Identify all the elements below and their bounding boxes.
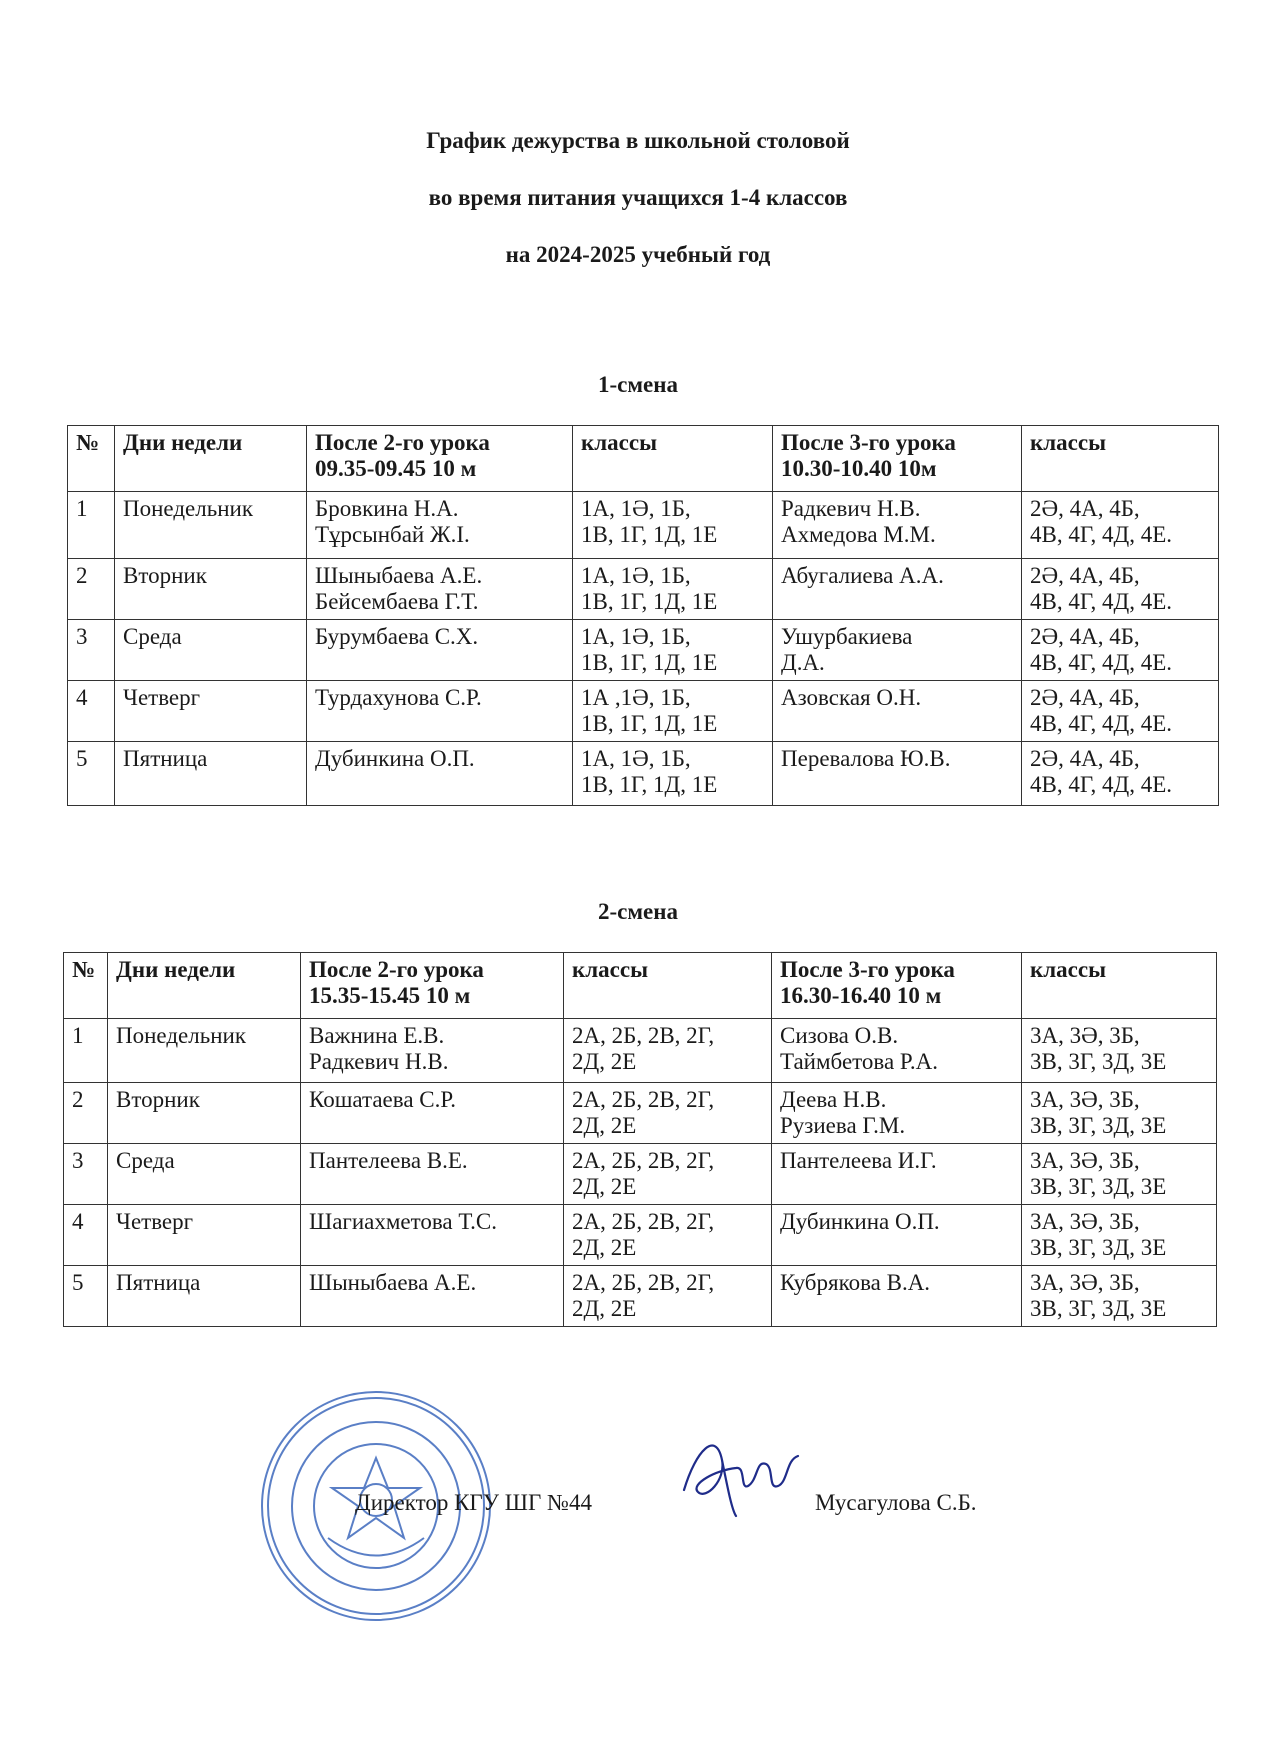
table-row <box>68 559 1219 620</box>
header-day: Дни недели <box>108 953 301 1019</box>
shift1-header-row <box>68 426 1219 492</box>
table-row <box>68 742 1219 806</box>
row-number: 2 <box>68 559 115 620</box>
row-classes-after-lesson-3-line: 3А, 3Ә, 3Б, <box>1030 1148 1140 1173</box>
row-classes-after-lesson-3-line: 2Ә, 4А, 4Б, <box>1030 685 1140 710</box>
row-classes-after-lesson-3-line: 3А, 3Ә, 3Б, <box>1030 1087 1140 1112</box>
row-classes-after-lesson-3 <box>1022 1083 1217 1144</box>
row-classes-after-lesson-3-line: 3А, 3Ә, 3Б, <box>1030 1209 1140 1234</box>
row-classes-after-lesson-3-line: 2Ә, 4А, 4Б, <box>1030 563 1140 588</box>
row-number: 1 <box>64 1019 108 1083</box>
row-classes-after-lesson-2 <box>573 559 773 620</box>
header-num: № <box>68 426 115 492</box>
row-day: Четверг <box>115 681 307 742</box>
shift2-table <box>63 952 1217 1327</box>
row-classes-after-lesson-2-line: 2Д, 2Е <box>572 1113 637 1138</box>
row-classes-after-lesson-3 <box>1022 742 1219 806</box>
director-signature <box>676 1420 806 1520</box>
row-classes-after-lesson-3-line: 3В, 3Г, 3Д, 3Е <box>1030 1296 1167 1321</box>
row-classes-after-lesson-3-line: 4В, 4Г, 4Д, 4Е. <box>1030 772 1173 797</box>
header-after-lesson-2 <box>307 426 573 492</box>
row-duty-after-lesson-3 <box>772 1144 1022 1205</box>
row-duty-after-lesson-3-line: Азовская О.Н. <box>781 685 922 710</box>
row-number: 3 <box>68 620 115 681</box>
row-duty-after-lesson-2 <box>301 1144 564 1205</box>
header-after-lesson-2-time: 09.35-09.45 10 м <box>315 456 477 481</box>
shift2-header-row <box>64 953 1217 1019</box>
row-classes-after-lesson-2-line: 1В, 1Г, 1Д, 1Е <box>581 522 718 547</box>
row-duty-after-lesson-2-line: Шыныбаева А.Е. <box>315 563 483 588</box>
table-row <box>64 1144 1217 1205</box>
row-duty-after-lesson-3 <box>772 1205 1022 1266</box>
header-after-lesson-2 <box>301 953 564 1019</box>
row-classes-after-lesson-2-line: 1А, 1Ә, 1Б, <box>581 624 691 649</box>
row-duty-after-lesson-3-line: Перевалова Ю.В. <box>781 746 951 771</box>
row-duty-after-lesson-3 <box>773 742 1022 806</box>
row-duty-after-lesson-3-line: Дубинкина О.П. <box>780 1209 940 1234</box>
table-row <box>64 1205 1217 1266</box>
row-classes-after-lesson-2-line: 1В, 1Г, 1Д, 1Е <box>581 711 718 736</box>
row-classes-after-lesson-3 <box>1022 1266 1217 1327</box>
title-line-1: График дежурства в школьной столовой <box>426 128 850 153</box>
row-classes-after-lesson-3-line: 3В, 3Г, 3Д, 3Е <box>1030 1049 1167 1074</box>
row-duty-after-lesson-2-line: Дубинкина О.П. <box>315 746 475 771</box>
row-classes-after-lesson-2 <box>564 1144 772 1205</box>
row-classes-after-lesson-2-line: 2Д, 2Е <box>572 1049 637 1074</box>
row-duty-after-lesson-2-line: Бейсембаева Г.Т. <box>315 589 479 614</box>
row-number: 3 <box>64 1144 108 1205</box>
row-classes-after-lesson-2-line: 2Д, 2Е <box>572 1174 637 1199</box>
row-number: 4 <box>68 681 115 742</box>
row-duty-after-lesson-2 <box>301 1266 564 1327</box>
row-duty-after-lesson-2-line: Тұрсынбай Ж.І. <box>315 522 470 547</box>
row-duty-after-lesson-3 <box>773 559 1022 620</box>
header-num: № <box>64 953 108 1019</box>
row-classes-after-lesson-3-line: 3В, 3Г, 3Д, 3Е <box>1030 1235 1167 1260</box>
header-after-lesson-3-time: 10.30-10.40 10м <box>781 456 937 481</box>
row-number: 4 <box>64 1205 108 1266</box>
row-duty-after-lesson-2 <box>301 1019 564 1083</box>
row-classes-after-lesson-3 <box>1022 681 1219 742</box>
row-classes-after-lesson-2-line: 2А, 2Б, 2В, 2Г, <box>572 1148 715 1173</box>
row-day: Среда <box>115 620 307 681</box>
row-day: Среда <box>108 1144 301 1205</box>
header-classes-b: классы <box>1022 953 1217 1019</box>
row-classes-after-lesson-2-line: 1В, 1Г, 1Д, 1Е <box>581 589 718 614</box>
row-day: Вторник <box>115 559 307 620</box>
row-duty-after-lesson-2 <box>307 681 573 742</box>
row-classes-after-lesson-2 <box>564 1083 772 1144</box>
row-classes-after-lesson-2 <box>564 1205 772 1266</box>
header-after-lesson-2-title: После 2-го урока <box>309 957 484 982</box>
row-classes-after-lesson-2-line: 1А, 1Ә, 1Б, <box>581 746 691 771</box>
row-duty-after-lesson-3 <box>773 492 1022 559</box>
table-row <box>68 620 1219 681</box>
row-duty-after-lesson-2-line: Кошатаева С.Р. <box>309 1087 457 1112</box>
table-row <box>64 1266 1217 1327</box>
row-classes-after-lesson-2 <box>564 1266 772 1327</box>
row-duty-after-lesson-3 <box>773 681 1022 742</box>
row-classes-after-lesson-2 <box>573 620 773 681</box>
row-duty-after-lesson-3-line: Д.А. <box>781 650 825 675</box>
row-duty-after-lesson-3-line: Таймбетова Р.А. <box>780 1049 938 1074</box>
row-duty-after-lesson-3-line: Ахмедова М.М. <box>781 522 936 547</box>
shift1-title: 1-смена <box>598 372 678 397</box>
row-duty-after-lesson-3-line: Сизова О.В. <box>780 1023 899 1048</box>
row-classes-after-lesson-3-line: 4В, 4Г, 4Д, 4Е. <box>1030 589 1173 614</box>
row-classes-after-lesson-2-line: 2А, 2Б, 2В, 2Г, <box>572 1023 715 1048</box>
shift1-table <box>67 425 1219 806</box>
shift2-title: 2-смена <box>598 899 678 924</box>
header-after-lesson-3 <box>772 953 1022 1019</box>
header-after-lesson-3-title: После 3-го урока <box>780 957 955 982</box>
row-classes-after-lesson-2 <box>573 681 773 742</box>
row-number: 5 <box>64 1266 108 1327</box>
row-classes-after-lesson-3-line: 4В, 4Г, 4Д, 4Е. <box>1030 711 1173 736</box>
title-line-3: на 2024-2025 учебный год <box>505 242 771 267</box>
row-day: Пятница <box>115 742 307 806</box>
row-classes-after-lesson-2-line: 1В, 1Г, 1Д, 1Е <box>581 650 718 675</box>
row-classes-after-lesson-3-line: 4В, 4Г, 4Д, 4Е. <box>1030 650 1173 675</box>
row-duty-after-lesson-3-line: Деева Н.В. <box>780 1087 887 1112</box>
row-duty-after-lesson-2 <box>301 1205 564 1266</box>
row-classes-after-lesson-2-line: 2А, 2Б, 2В, 2Г, <box>572 1270 715 1295</box>
row-classes-after-lesson-3 <box>1022 492 1219 559</box>
row-duty-after-lesson-3 <box>772 1266 1022 1327</box>
row-classes-after-lesson-3-line: 2Ә, 4А, 4Б, <box>1030 496 1140 521</box>
row-duty-after-lesson-3-line: Пантелеева И.Г. <box>780 1148 937 1173</box>
row-classes-after-lesson-3 <box>1022 1205 1217 1266</box>
row-day: Четверг <box>108 1205 301 1266</box>
row-classes-after-lesson-3-line: 3В, 3Г, 3Д, 3Е <box>1030 1174 1167 1199</box>
header-after-lesson-2-time: 15.35-15.45 10 м <box>309 983 471 1008</box>
row-duty-after-lesson-2 <box>307 492 573 559</box>
row-day: Понедельник <box>108 1019 301 1083</box>
row-duty-after-lesson-2 <box>301 1083 564 1144</box>
row-classes-after-lesson-2-line: 2Д, 2Е <box>572 1296 637 1321</box>
row-classes-after-lesson-2 <box>573 492 773 559</box>
row-classes-after-lesson-3 <box>1022 1144 1217 1205</box>
row-classes-after-lesson-2-line: 2А, 2Б, 2В, 2Г, <box>572 1087 715 1112</box>
row-classes-after-lesson-2-line: 2Д, 2Е <box>572 1235 637 1260</box>
table-row <box>68 492 1219 559</box>
header-after-lesson-3-title: После 3-го урока <box>781 430 956 455</box>
header-after-lesson-2-title: После 2-го урока <box>315 430 490 455</box>
row-duty-after-lesson-2-line: Бровкина Н.А. <box>315 496 459 521</box>
row-day: Вторник <box>108 1083 301 1144</box>
row-duty-after-lesson-2-line: Турдахунова С.Р. <box>315 685 482 710</box>
table-row <box>68 681 1219 742</box>
row-classes-after-lesson-2-line: 1В, 1Г, 1Д, 1Е <box>581 772 718 797</box>
row-number: 1 <box>68 492 115 559</box>
row-duty-after-lesson-2 <box>307 742 573 806</box>
header-classes-a: классы <box>564 953 772 1019</box>
row-duty-after-lesson-2-line: Шыныбаева А.Е. <box>309 1270 477 1295</box>
row-classes-after-lesson-3-line: 2Ә, 4А, 4Б, <box>1030 624 1140 649</box>
row-duty-after-lesson-3-line: Ушурбакиева <box>781 624 913 649</box>
row-day: Пятница <box>108 1266 301 1327</box>
row-duty-after-lesson-3 <box>772 1083 1022 1144</box>
row-duty-after-lesson-2-line: Пантелеева В.Е. <box>309 1148 468 1173</box>
row-classes-after-lesson-2-line: 1А ,1Ә, 1Б, <box>581 685 691 710</box>
director-name: Мусагулова С.Б. <box>815 1490 977 1515</box>
document-title <box>0 128 1276 299</box>
title-line-2: во время питания учащихся 1-4 классов <box>428 185 848 210</box>
header-classes-b: классы <box>1022 426 1219 492</box>
row-duty-after-lesson-2-line: Бурумбаева С.Х. <box>315 624 479 649</box>
header-classes-a: классы <box>573 426 773 492</box>
signature-stroke <box>684 1446 798 1516</box>
header-after-lesson-3-time: 16.30-16.40 10 м <box>780 983 942 1008</box>
row-classes-after-lesson-3-line: 3В, 3Г, 3Д, 3Е <box>1030 1113 1167 1138</box>
row-classes-after-lesson-2 <box>573 742 773 806</box>
row-classes-after-lesson-2-line: 1А, 1Ә, 1Б, <box>581 496 691 521</box>
table-row <box>64 1083 1217 1144</box>
row-classes-after-lesson-3-line: 3А, 3Ә, 3Б, <box>1030 1270 1140 1295</box>
stamp-emblem-wings <box>328 1538 424 1556</box>
row-duty-after-lesson-3 <box>772 1019 1022 1083</box>
row-number: 2 <box>64 1083 108 1144</box>
row-duty-after-lesson-2 <box>307 620 573 681</box>
row-classes-after-lesson-2 <box>564 1019 772 1083</box>
row-duty-after-lesson-3-line: Абугалиева А.А. <box>781 563 944 588</box>
row-duty-after-lesson-3-line: Рузиева Г.М. <box>780 1113 906 1138</box>
row-classes-after-lesson-3 <box>1022 620 1219 681</box>
director-label: Директор КГУ ШГ №44 <box>355 1490 592 1515</box>
row-duty-after-lesson-3-line: Радкевич Н.В. <box>781 496 921 521</box>
header-after-lesson-3 <box>773 426 1022 492</box>
row-day: Понедельник <box>115 492 307 559</box>
row-duty-after-lesson-2-line: Радкевич Н.В. <box>309 1049 449 1074</box>
row-classes-after-lesson-3 <box>1022 1019 1217 1083</box>
header-day: Дни недели <box>115 426 307 492</box>
row-duty-after-lesson-2-line: Важнина Е.В. <box>309 1023 445 1048</box>
row-classes-after-lesson-2-line: 2А, 2Б, 2В, 2Г, <box>572 1209 715 1234</box>
row-number: 5 <box>68 742 115 806</box>
row-duty-after-lesson-3-line: Кубрякова В.А. <box>780 1270 931 1295</box>
row-classes-after-lesson-2-line: 1А, 1Ә, 1Б, <box>581 563 691 588</box>
row-duty-after-lesson-2 <box>307 559 573 620</box>
row-classes-after-lesson-3-line: 2Ә, 4А, 4Б, <box>1030 746 1140 771</box>
row-duty-after-lesson-3 <box>773 620 1022 681</box>
row-duty-after-lesson-2-line: Шагиахметова Т.С. <box>309 1209 497 1234</box>
table-row <box>64 1019 1217 1083</box>
row-classes-after-lesson-3-line: 3А, 3Ә, 3Б, <box>1030 1023 1140 1048</box>
row-classes-after-lesson-3-line: 4В, 4Г, 4Д, 4Е. <box>1030 522 1173 547</box>
row-classes-after-lesson-3 <box>1022 559 1219 620</box>
